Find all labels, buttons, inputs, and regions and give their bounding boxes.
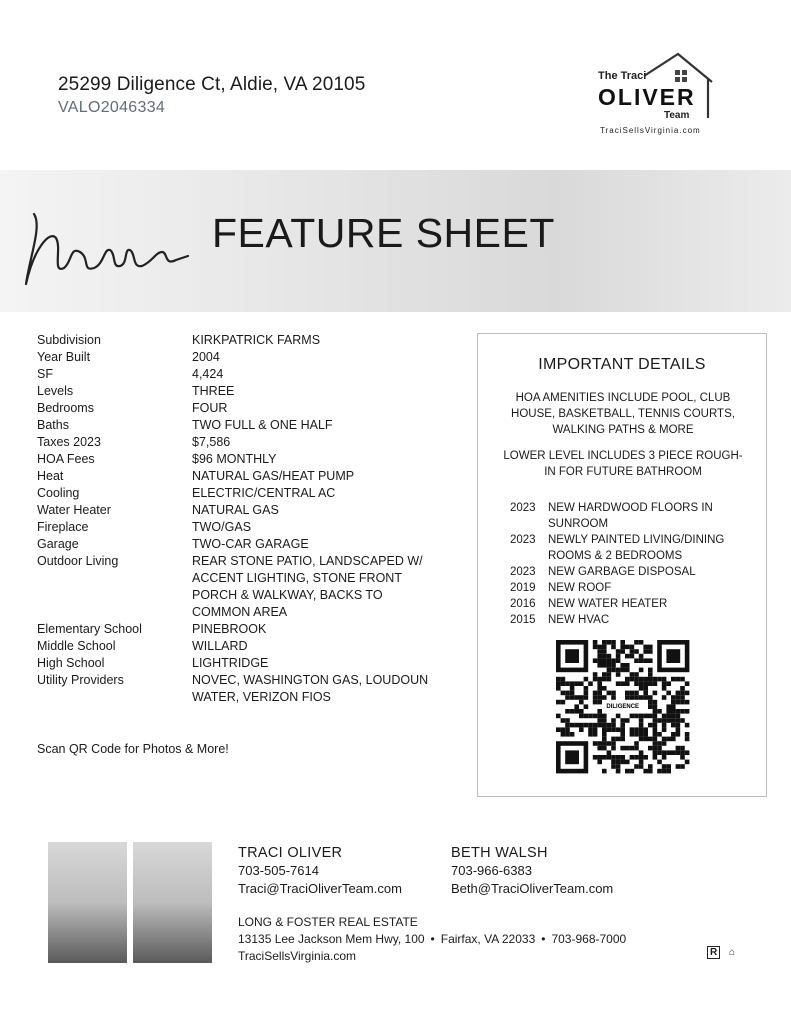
details-title: IMPORTANT DETAILS <box>538 356 706 373</box>
feature-banner <box>0 170 791 312</box>
fact-value: KIRKPATRICK FARMS <box>192 333 321 347</box>
fact-label: Water Heater <box>37 503 111 517</box>
fact-value: 2004 <box>192 350 220 364</box>
logo-the: The Traci <box>598 70 647 82</box>
fact-value: FOUR <box>192 401 228 415</box>
fact-label: HOA Fees <box>37 452 95 466</box>
fact-value: NATURAL GAS/HEAT PUMP <box>192 469 355 483</box>
update-text: NEW GARBAGE DISPOSAL <box>548 566 696 578</box>
agent-email[interactable]: Traci@TraciOliverTeam.com <box>238 881 402 896</box>
fact-value: TWO FULL & ONE HALF <box>192 418 333 432</box>
fact-label: SF <box>37 367 53 381</box>
update-year: 2015 <box>510 614 536 626</box>
fact-value: PINEBROOK <box>192 622 267 636</box>
fact-row <box>37 638 457 655</box>
logo-site: TraciSellsVirginia.com <box>600 126 701 135</box>
fact-value: LIGHTRIDGE <box>192 656 269 670</box>
logo-name: OLIVER <box>598 84 696 110</box>
agent-name: TRACI OLIVER <box>238 845 343 861</box>
fact-row <box>37 349 457 366</box>
fact-row <box>37 536 457 553</box>
fact-value: 4,424 <box>192 367 224 381</box>
fact-row <box>37 621 457 638</box>
property-address: 25299 Diligence Ct, Aldie, VA 20105 <box>58 74 366 95</box>
mls-number: VALO2046334 <box>58 99 166 116</box>
update-year: 2019 <box>510 582 536 594</box>
fact-row <box>37 400 457 417</box>
scan-qr-text: Scan QR Code for Photos & More! <box>37 742 229 756</box>
property-facts <box>37 332 457 706</box>
update-item <box>510 612 760 628</box>
fact-value: $7,586 <box>192 435 231 449</box>
fact-label: Cooling <box>37 486 80 500</box>
fact-value: NOVEC, WASHINGTON GAS, LOUDOUN WATER, VERIZON FIOS <box>192 673 429 704</box>
fact-row <box>37 485 457 502</box>
footer-icons <box>707 946 735 959</box>
team-logo <box>596 50 716 140</box>
office-site[interactable]: TraciSellsVirginia.com <box>238 949 357 963</box>
office-city: Fairfax, VA 22033 <box>440 932 536 946</box>
agent-beth <box>451 844 613 898</box>
fact-label: Heat <box>37 469 64 483</box>
agent-email[interactable]: Beth@TraciOliverTeam.com <box>451 881 614 896</box>
fact-label: Garage <box>37 537 79 551</box>
fact-label: Utility Providers <box>37 673 124 687</box>
home-script-logo <box>12 186 202 298</box>
office-phone[interactable]: 703-968-7000 <box>551 932 627 946</box>
feature-sheet-title: FEATURE SHEET <box>212 210 555 256</box>
fact-value: REAR STONE PATIO, LANDSCAPED W/ ACCENT LIGHTING, STONE FRONT PORCH & WALKWAY, BACKS TO COMMON AREA <box>192 554 423 619</box>
fact-row <box>37 502 457 519</box>
fact-value: TWO-CAR GARAGE <box>192 537 309 551</box>
update-text: NEW WATER HEATER <box>548 598 668 610</box>
fact-label: Bedrooms <box>37 401 94 415</box>
fact-label: Taxes 2023 <box>37 435 101 449</box>
agent-name: BETH WALSH <box>451 845 548 861</box>
updates-list <box>510 500 760 628</box>
fact-label: Year Built <box>37 350 91 364</box>
fact-value: THREE <box>192 384 235 398</box>
office-name: LONG & FOSTER REAL ESTATE <box>238 915 418 929</box>
lower-level-text: LOWER LEVEL INCLUDES 3 PIECE ROUGH-IN FOR FUTURE BATHROOM <box>503 450 743 478</box>
office-info <box>238 914 626 965</box>
fact-row <box>37 417 457 434</box>
update-year: 2023 <box>510 502 536 514</box>
fact-value: WILLARD <box>192 639 248 653</box>
logo-team: Team <box>664 110 690 121</box>
update-item <box>510 500 760 532</box>
fact-row <box>37 655 457 672</box>
realtor-icon: R <box>707 946 720 959</box>
fact-row <box>37 468 457 485</box>
update-text: NEW HVAC <box>548 614 610 626</box>
update-text: NEW ROOF <box>548 582 612 594</box>
fact-label: Outdoor Living <box>37 554 119 568</box>
office-address-line: 13135 Lee Jackson Mem Hwy, 100 • Fairfax, VA 22033 • 703-968-7000 <box>238 932 627 946</box>
fact-row <box>37 332 457 349</box>
important-details-box <box>477 333 767 797</box>
fact-label: Fireplace <box>37 520 89 534</box>
office-street: 13135 Lee Jackson Mem Hwy, 100 <box>238 932 425 946</box>
update-year: 2016 <box>510 598 536 610</box>
fact-row <box>37 383 457 400</box>
update-year: 2023 <box>510 534 536 546</box>
fact-row <box>37 672 457 706</box>
agent-phone[interactable]: 703-966-6383 <box>451 863 532 878</box>
fact-label: Levels <box>37 384 74 398</box>
fact-value: $96 MONTHLY <box>192 452 277 466</box>
fact-label: Elementary School <box>37 622 142 636</box>
agent-photo-traci <box>48 842 127 963</box>
fact-row <box>37 553 457 621</box>
update-item <box>510 532 760 564</box>
agent-phone[interactable]: 703-505-7614 <box>238 863 319 878</box>
fact-label: Baths <box>37 418 69 432</box>
agent-photo-beth <box>133 842 212 963</box>
fact-row <box>37 519 457 536</box>
fact-row <box>37 366 457 383</box>
hoa-amenities-text: HOA AMENITIES INCLUDE POOL, CLUB HOUSE, BASKETBALL, TENNIS COURTS, WALKING PATHS & MORE <box>511 392 735 436</box>
fact-value: ELECTRIC/CENTRAL AC <box>192 486 336 500</box>
fact-value: TWO/GAS <box>192 520 252 534</box>
qr-code[interactable] <box>542 640 702 774</box>
fact-label: High School <box>37 656 105 670</box>
update-text: NEWLY PAINTED LIVING/DINING ROOMS & 2 BEDROOMS <box>548 534 725 562</box>
agent-traci <box>238 844 402 898</box>
fact-row <box>37 434 457 451</box>
fact-label: Subdivision <box>37 333 101 347</box>
update-item <box>510 580 760 596</box>
fact-label: Middle School <box>37 639 116 653</box>
qr-label: DILIGENCE <box>606 704 640 711</box>
update-text: NEW HARDWOOD FLOORS IN SUNROOM <box>548 502 713 530</box>
fact-row <box>37 451 457 468</box>
update-item <box>510 564 760 580</box>
fact-value: NATURAL GAS <box>192 503 279 517</box>
update-year: 2023 <box>510 566 536 578</box>
equal-housing-icon: ⌂ <box>729 947 736 958</box>
update-item <box>510 596 760 612</box>
